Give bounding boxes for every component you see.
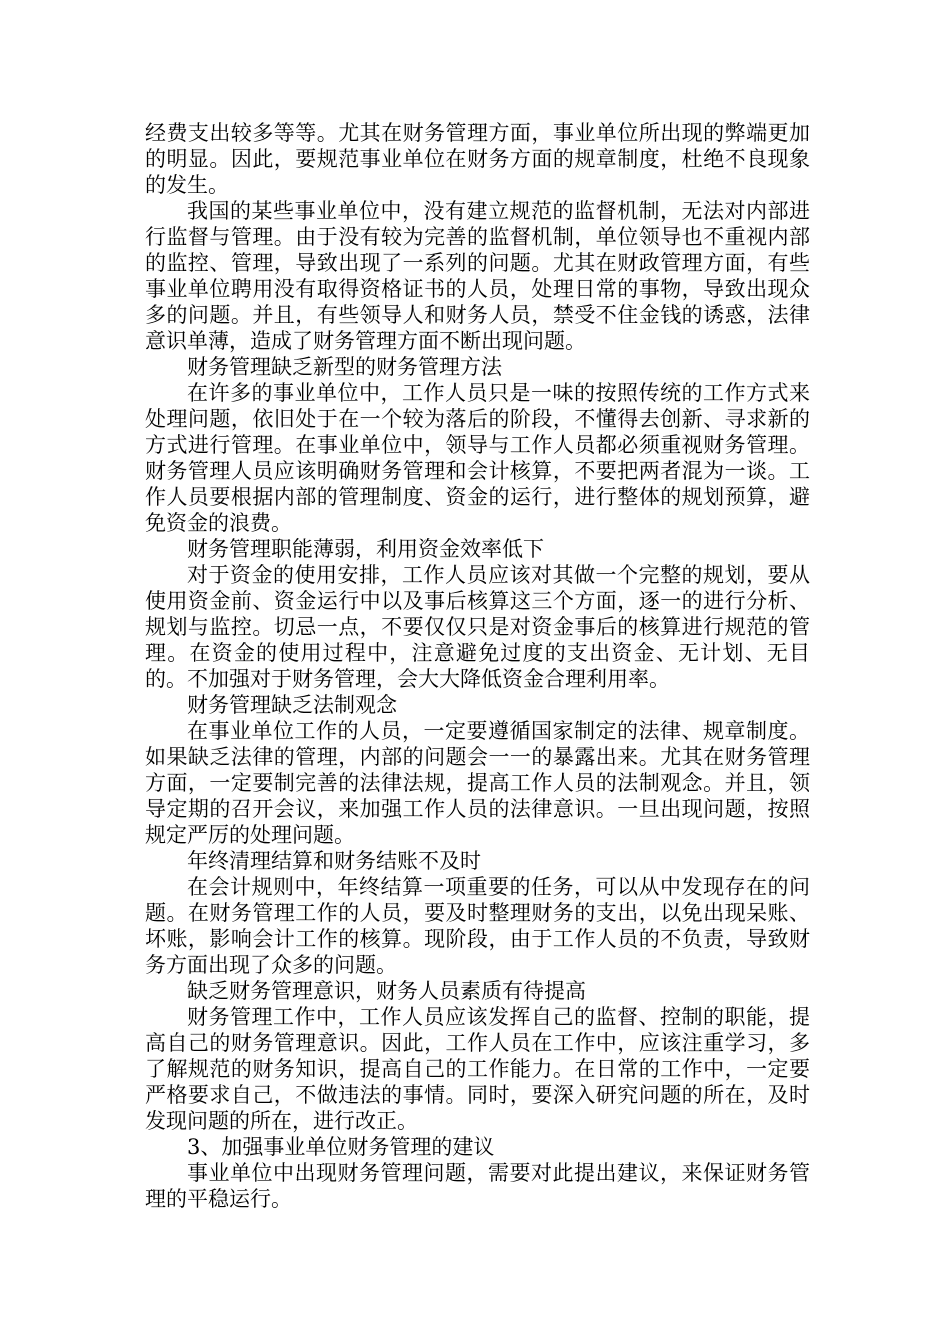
- paragraph-staff-quality: 财务管理工作中，工作人员应该发挥自己的监督、控制的职能，提高自己的财务管理意识。因此，工作人员在工作中，应该注重学习，多了解规范的财务知识，提高自己的工作能力。在日常的工作中，一定要严格要求自己，不做违法的事情。同时，要深入研究问题的所在，及时发现问题的所在，进行改正。: [145, 1005, 810, 1133]
- paragraph-suggestions-intro: 事业单位中出现财务管理问题，需要对此提出建议，来保证财务管理的平稳运行。: [145, 1161, 810, 1211]
- paragraph-supervision-mechanism: 我国的某些事业单位中，没有建立规范的监督机制，无法对内部进行监督与管理。由于没有较为完善的监督机制，单位领导也不重视内部的监控、管理，导致出现了一系列的问题。尤其在财政管理方面，有些事业单位聘用没有取得资格证书的人员，处理日常的事物，导致出现众多的问题。并且，有些领导人和财务人员，禁受不住金钱的诱惑，法律意识单薄，造成了财务管理方面不断出现问题。: [145, 199, 810, 353]
- paragraph-continued-intro: 经费支出较多等等。尤其在财务管理方面，事业单位所出现的弊端更加的明显。因此，要规范事业单位在财务方面的规章制度，杜绝不良现象的发生。: [145, 121, 810, 197]
- heading-year-end-settlement: 年终清理结算和财务结账不及时: [187, 849, 481, 873]
- heading-lack-of-new-methods: 财务管理缺乏新型的财务管理方法: [187, 355, 502, 379]
- heading-staff-quality: 缺乏财务管理意识，财务人员素质有待提高: [187, 979, 586, 1003]
- paragraph-traditional-methods: 在许多的事业单位中，工作人员只是一味的按照传统的工作方式来处理问题，依旧处于在一个较为落后的阶段，不懂得去创新、寻求新的方式进行管理。在事业单位中，领导与工作人员都必须重视财务管理。财务管理人员应该明确财务管理和会计核算，不要把两者混为一谈。工作人员要根据内部的管理制度、资金的运行，进行整体的规划预算，避免资金的浪费。: [145, 381, 810, 535]
- heading-section-3-suggestions: 3、加强事业单位财务管理的建议: [187, 1135, 495, 1159]
- paragraph-fund-planning: 对于资金的使用安排，工作人员应该对其做一个完整的规划，要从使用资金前、资金运行中以及事后核算这三个方面，逐一的进行分析、规划与监控。切忌一点，不要仅仅只是对资金事后的核算进行规范的管理。在资金的使用过程中，注意避免过度的支出资金、无计划、无目的。不加强对于财务管理，会大大降低资金合理利用率。: [145, 563, 810, 691]
- heading-weak-management-function: 财务管理职能薄弱，利用资金效率低下: [187, 537, 544, 561]
- paragraph-year-end-settlement: 在会计规则中，年终结算一项重要的任务，可以从中发现存在的问题。在财务管理工作的人员，要及时整理财务的支出，以免出现呆账、坏账，影响会计工作的核算。现阶段，由于工作人员的不负责，导致财务方面出现了众多的问题。: [145, 875, 810, 977]
- heading-lack-of-legal-concept: 财务管理缺乏法制观念: [187, 693, 397, 717]
- paragraph-legal-rules: 在事业单位工作的人员，一定要遵循国家制定的法律、规章制度。如果缺乏法律的管理，内部的问题会一一的暴露出来。尤其在财务管理方面，一定要制完善的法律法规，提高工作人员的法制观念。并且，领导定期的召开会议，来加强工作人员的法律意识。一旦出现问题，按照规定严厉的处理问题。: [145, 719, 810, 847]
- document-page: [145, 120, 810, 1212]
